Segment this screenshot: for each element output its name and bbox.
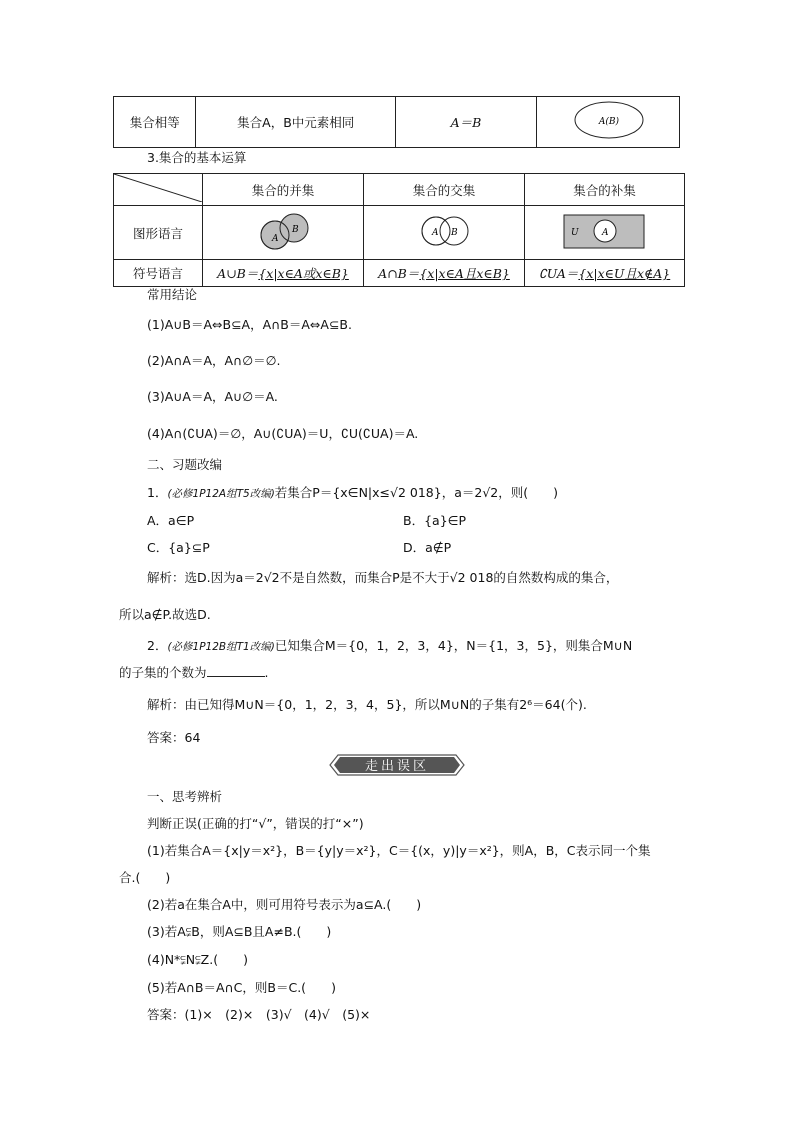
intersection-label-a: A <box>432 228 439 238</box>
union-symbol-set: {x|x∈A或x∈B} <box>258 266 349 281</box>
row-label-graphic: 图形语言 <box>114 206 203 260</box>
banner-text: 走出误区 <box>364 759 430 774</box>
part1-item-1a: (1)若集合A＝{x|y＝x²}，B＝{y|y＝x²}，C＝{(x，y)|y＝x²}，则A，B，C表示同一个集 <box>147 843 651 858</box>
union-label-a: A <box>272 234 279 244</box>
q2-answer: 答案：64 <box>147 730 201 745</box>
ops-heading: 3.集合的基本运算 <box>147 150 247 165</box>
intersection-symbol-prefix: A∩B＝ <box>378 266 420 281</box>
q2-analysis: 解析：由已知得M∪N＝{0，1，2，3，4，5}，所以M∪N的子集有2⁶＝64(个). <box>147 697 587 712</box>
q1-number: 1． <box>147 485 168 500</box>
part1-item-5: (5)若A∩B＝A∩C，则B＝C.( ) <box>147 980 336 995</box>
complement-label-u: U <box>571 228 579 238</box>
conclusions-title: 常用结论 <box>147 287 198 302</box>
section2-title: 二、习题改编 <box>147 457 223 472</box>
conclusion-1: (1)A∪B＝A⇔B⊆A，A∩B＝A⇔A⊆B. <box>147 317 352 332</box>
q1-option-a: A．a∈P <box>147 513 195 528</box>
q2-stem-line1 <box>147 636 632 654</box>
header-union: 集合的并集 <box>203 174 364 206</box>
set-equal-desc: 集合A，B中元素相同 <box>196 97 396 148</box>
q1-option-d: D．a∉P <box>403 540 452 555</box>
conclusion-2: (2)A∩A＝A，A∩∅＝∅. <box>147 353 281 368</box>
intersection-venn-diagram <box>364 206 524 256</box>
conclusion-3: (3)A∪A＝A，A∪∅＝A. <box>147 389 278 404</box>
corner-cell <box>114 174 203 206</box>
q1-analysis-line2: 所以a∉P.故选D. <box>119 607 211 622</box>
q1-option-b: B．{a}∈P <box>403 513 467 528</box>
equal-venn-diagram <box>537 97 679 144</box>
row-label-symbol: 符号语言 <box>114 260 203 287</box>
set-equal-label: 集合相等 <box>114 97 196 148</box>
part1-instruction: 判断正误(正确的打“√”，错误的打“×”) <box>147 816 364 831</box>
part1-item-3: (3)若A⫋B，则A⊆B且A≠B.( ) <box>147 924 332 939</box>
intersection-label-b: B <box>451 228 458 238</box>
header-complement: 集合的补集 <box>525 174 685 206</box>
q2-stem-text: 已知集合M＝{0，1，2，3，4}，N＝{1，3，5}，则集合M∪N <box>274 638 633 653</box>
union-venn-diagram <box>203 206 363 256</box>
q1-option-c: C．{a}⊆P <box>147 540 210 555</box>
diagonal-line <box>114 174 202 202</box>
complement-symbol-cell <box>525 260 685 287</box>
q2-stem-text2: 的子集的个数为 <box>119 665 207 680</box>
q2-number: 2． <box>147 638 168 653</box>
q1-analysis-line1: 解析：选D.因为a＝2√2不是自然数，而集合P是不大于√2 018的自然数构成的集合， <box>147 570 619 585</box>
intersection-venn-cell <box>364 206 525 260</box>
union-symbol-prefix: A∪B＝ <box>217 266 259 281</box>
part1-item-4: (4)N*⫋N⫋Z.( ) <box>147 952 248 967</box>
banner-graphic <box>326 753 468 777</box>
union-label-b: B <box>292 225 299 235</box>
q2-stem-line2 <box>119 663 269 681</box>
set-equal-venn <box>536 97 679 148</box>
set-operations-table <box>113 173 685 287</box>
intersection-symbol-cell <box>364 260 525 287</box>
q2-answer-blank <box>207 665 265 677</box>
union-venn-cell <box>203 206 364 260</box>
complement-symbol-prefix: ∁UA＝ <box>538 266 579 281</box>
union-symbol-cell <box>203 260 364 287</box>
part1-item-2: (2)若a在集合A中，则可用符号表示为a⊆A.( ) <box>147 897 422 912</box>
complement-venn-cell <box>525 206 685 260</box>
intersection-symbol-set: {x|x∈A且x∈B} <box>419 266 510 281</box>
q1-stem-text: 若集合P＝{x∈N|x≤√2 018}，a＝2√2，则( ) <box>274 485 558 500</box>
set-equal-symbol: A＝B <box>396 97 537 148</box>
complement-symbol-set: {x|x∈U且x∉A} <box>578 266 671 281</box>
set-equal-table <box>113 96 680 148</box>
q1-source: (必修1P12A组T5改编) <box>167 488 275 500</box>
part1-answer: 答案：(1)× (2)× (3)√ (4)√ (5)× <box>147 1007 371 1022</box>
part1-title: 一、思考辨析 <box>147 789 223 804</box>
q1-stem <box>147 483 558 501</box>
header-intersection: 集合的交集 <box>364 174 525 206</box>
equal-venn-label: A(B) <box>598 117 620 127</box>
q2-source: (必修1P12B组T1改编) <box>167 641 275 653</box>
part1-item-1b: 合.( ) <box>119 870 171 885</box>
complement-venn-diagram <box>525 206 684 256</box>
conclusion-4: (4)A∩(∁UA)＝∅，A∪(∁UA)＝U，∁U(∁UA)＝A. <box>147 426 419 441</box>
complement-label-a: A <box>602 228 609 238</box>
q2-stem-period: . <box>264 665 269 680</box>
